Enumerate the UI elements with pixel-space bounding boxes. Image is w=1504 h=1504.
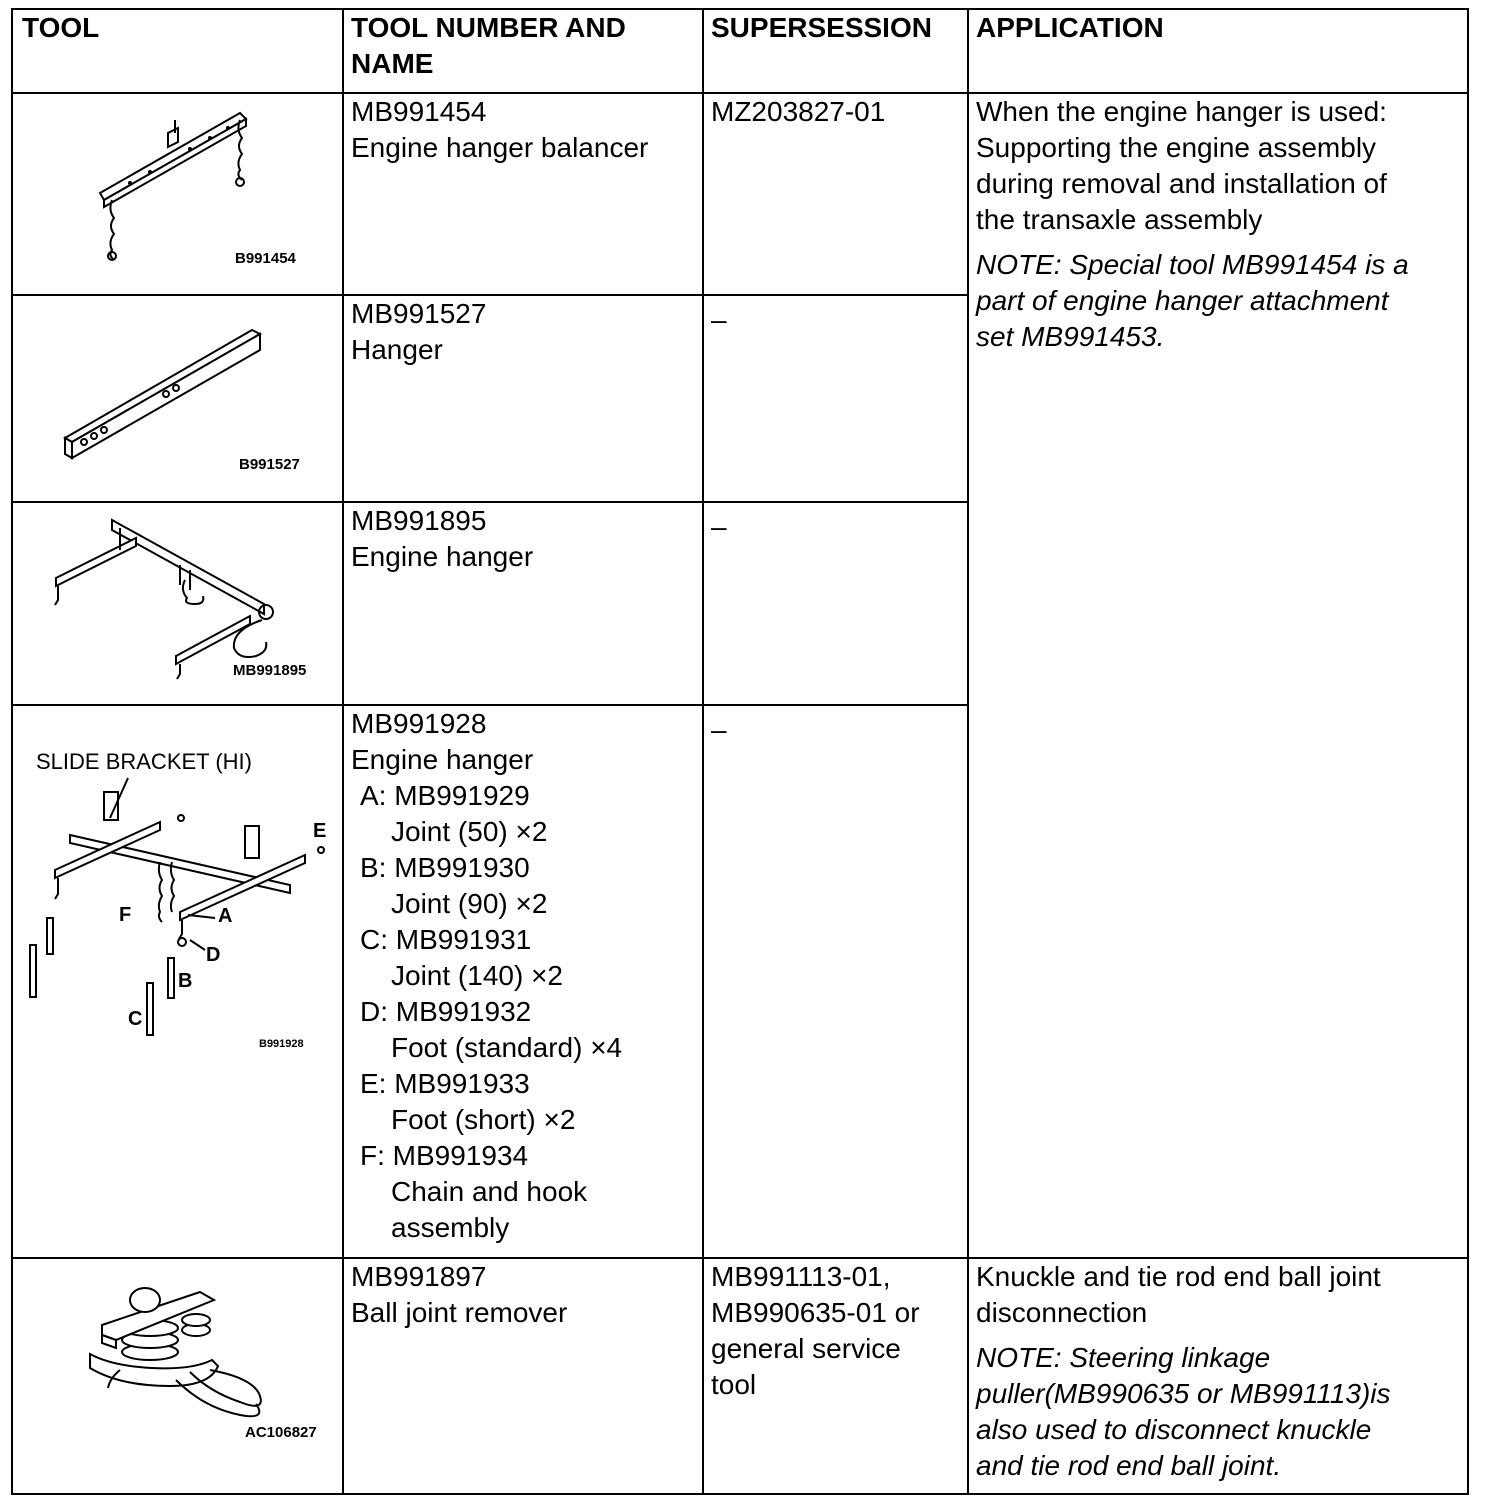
- tool-name: Engine hanger balancer: [351, 132, 649, 163]
- image-code: B991527: [239, 456, 300, 473]
- tool-name: Hanger: [351, 334, 443, 365]
- part-letter-a: A: [218, 905, 233, 927]
- tool-name: Engine hanger: [351, 744, 534, 775]
- component-item: Joint (140) ×2: [391, 960, 563, 991]
- header-tool-number: TOOL NUMBER AND: [351, 12, 626, 43]
- application-text: the transaxle assembly: [976, 204, 1263, 235]
- supersession-value: MB990635-01 or: [711, 1297, 920, 1328]
- tool-number: MB991454: [351, 96, 487, 127]
- component-item: B: MB991930: [360, 852, 530, 883]
- application-note: NOTE: Special tool MB991454 is a: [976, 249, 1409, 280]
- tool-number: MB991895: [351, 505, 487, 536]
- part-letter-d: D: [206, 944, 221, 966]
- tool-name: Ball joint remover: [351, 1297, 568, 1328]
- component-item: Chain and hook: [391, 1176, 588, 1207]
- grid-line: [1467, 8, 1469, 1495]
- grid-line: [11, 1493, 1469, 1495]
- application-note: and tie rod end ball joint.: [976, 1450, 1282, 1481]
- header-supersession: SUPERSESSION: [711, 12, 932, 43]
- ball-joint-remover-illustration: [0, 0, 340, 1490]
- application-note: part of engine hanger attachment: [976, 285, 1389, 316]
- application-note: puller(MB990635 or MB991113)is: [976, 1378, 1391, 1409]
- application-note: NOTE: Steering linkage: [976, 1342, 1271, 1373]
- image-code: B991454: [235, 250, 296, 267]
- supersession-value: tool: [711, 1369, 757, 1400]
- part-letter-e: E: [313, 820, 327, 842]
- tool-number: MB991928: [351, 708, 487, 739]
- image-code: MB991895: [233, 662, 307, 679]
- component-item: E: MB991933: [360, 1068, 530, 1099]
- image-code: AC106827: [245, 1424, 317, 1441]
- supersession-value: MB991113-01,: [711, 1261, 891, 1292]
- slide-bracket-label: SLIDE BRACKET (HI): [36, 749, 252, 774]
- header-application: APPLICATION: [976, 12, 1164, 43]
- supersession-value: MZ203827-01: [711, 96, 886, 127]
- tool-number: MB991527: [351, 298, 487, 329]
- application-text: disconnection: [976, 1297, 1148, 1328]
- application-text: When the engine hanger is used:: [976, 96, 1387, 127]
- application-note: set MB991453.: [976, 321, 1165, 352]
- application-text: during removal and installation of: [976, 168, 1387, 199]
- application-text: Knuckle and tie rod end ball joint: [976, 1261, 1381, 1292]
- component-item: F: MB991934: [360, 1140, 529, 1171]
- supersession-value: –: [711, 304, 727, 335]
- component-item: Foot (standard) ×4: [391, 1032, 623, 1063]
- component-item: Joint (50) ×2: [391, 816, 548, 847]
- application-note: also used to disconnect knuckle: [976, 1414, 1372, 1445]
- image-code: B991928: [259, 1038, 304, 1050]
- component-item: C: MB991931: [360, 924, 532, 955]
- application-text: Supporting the engine assembly: [976, 132, 1377, 163]
- supersession-value: –: [711, 511, 727, 542]
- grid-line: [967, 8, 969, 1495]
- header-tool: TOOL: [22, 12, 100, 43]
- component-item: Joint (90) ×2: [391, 888, 548, 919]
- part-letter-c: C: [128, 1008, 143, 1030]
- tool-name: Engine hanger: [351, 541, 534, 572]
- part-letter-f: F: [119, 904, 132, 926]
- component-item: A: MB991929: [360, 780, 530, 811]
- supersession-value: –: [711, 714, 727, 745]
- part-letter-b: B: [178, 970, 193, 992]
- component-item: Foot (short) ×2: [391, 1104, 576, 1135]
- supersession-value: general service: [711, 1333, 901, 1364]
- component-item: assembly: [391, 1212, 510, 1243]
- grid-line: [342, 8, 344, 1495]
- header-tool-number: NAME: [351, 48, 434, 79]
- component-item: D: MB991932: [360, 996, 532, 1027]
- grid-line: [702, 8, 704, 1495]
- tool-number: MB991897: [351, 1261, 487, 1292]
